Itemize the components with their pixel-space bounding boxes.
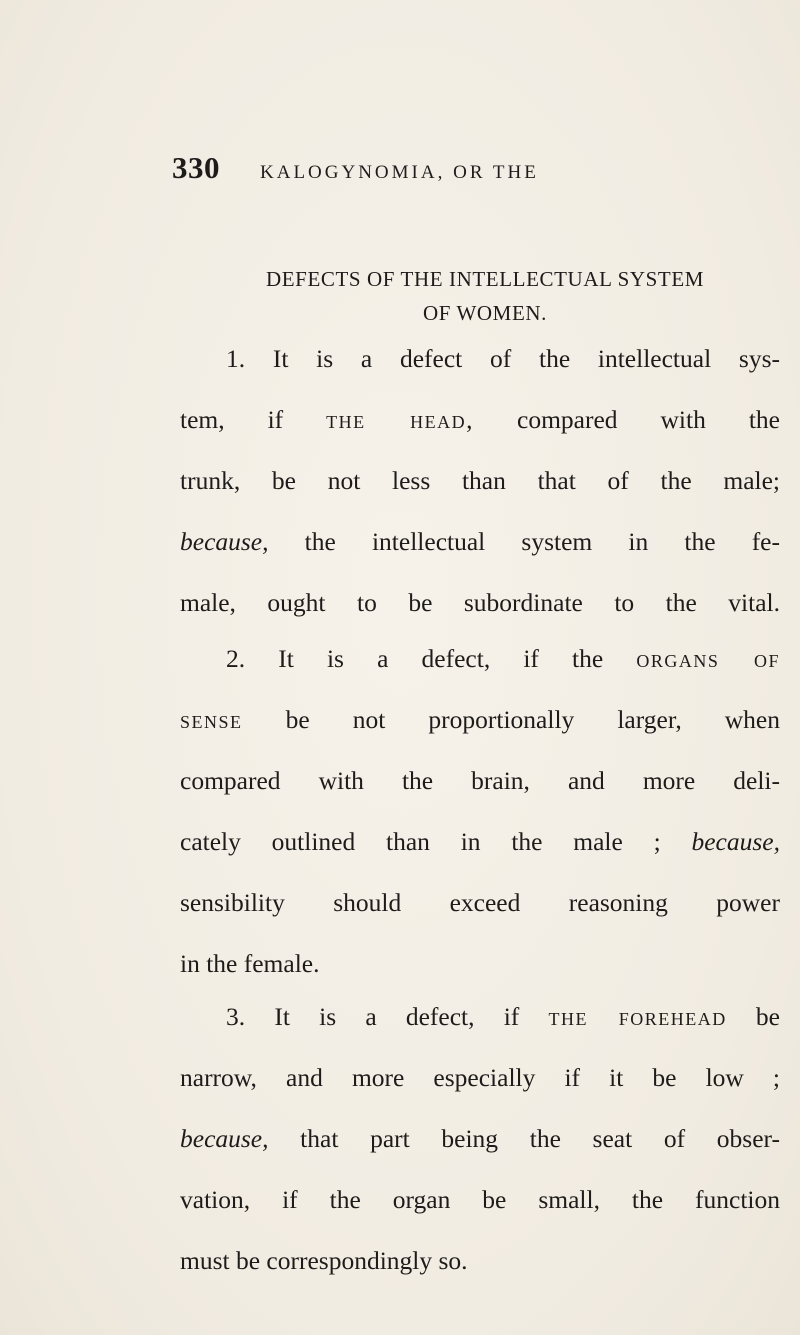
text-run: 2. It is a defect, if the (226, 644, 637, 673)
text-line (180, 628, 780, 689)
section-heading-line-1: DEFECTS OF THE INTELLECTUAL SYSTEM (265, 267, 705, 291)
text-run: compared with the (474, 405, 780, 434)
section-heading-line-2: OF WOMEN. (422, 301, 548, 325)
text-run: be (726, 1002, 780, 1031)
text-line: 1. It is a defect of the intellectual sys- (226, 344, 780, 373)
page-number: 330 (172, 150, 220, 185)
text-line (180, 986, 780, 1047)
text-run: be not proportionally larger, when (242, 705, 780, 734)
small-caps-term: the head, (326, 405, 475, 434)
small-caps-term: organs of (636, 644, 780, 673)
text-run: tem, if (180, 405, 327, 434)
text-line: vation, if the organ be small, the function (180, 1185, 780, 1214)
running-head (172, 150, 539, 186)
text-line (180, 1108, 780, 1169)
running-title: KALOGYNOMIA, OR THE (260, 162, 539, 183)
text-line (180, 811, 780, 872)
italic-term: because, (691, 827, 780, 856)
italic-term: because, (180, 527, 269, 556)
text-line (180, 689, 780, 750)
text-line: compared with the brain, and more deli- (180, 766, 780, 795)
text-line: must be correspondingly so. (180, 1246, 468, 1275)
paragraph-3 (180, 986, 780, 1291)
text-run: the intellectual system in the fe- (268, 527, 780, 556)
text-run: cately outlined than in the male ; (180, 827, 692, 856)
text-line: sensibility should exceed reasoning power (180, 888, 780, 917)
italic-term: because, (180, 1124, 269, 1153)
text-run: 3. It is a defect, if (226, 1002, 549, 1031)
text-line: in the female. (180, 949, 320, 978)
text-line (180, 511, 780, 572)
text-line: trunk, be not less than that of the male; (180, 466, 780, 495)
paragraph-1 (180, 328, 780, 633)
section-heading (180, 262, 790, 330)
text-line (180, 389, 780, 450)
small-caps-term: sense (180, 705, 243, 734)
small-caps-term: the forehead (548, 1002, 727, 1031)
paragraph-2 (180, 628, 780, 994)
text-run: that part being the seat of obser- (268, 1124, 780, 1153)
text-line: male, ought to be subordinate to the vital. (180, 588, 780, 617)
text-line: narrow, and more especially if it be low ; (180, 1063, 780, 1092)
